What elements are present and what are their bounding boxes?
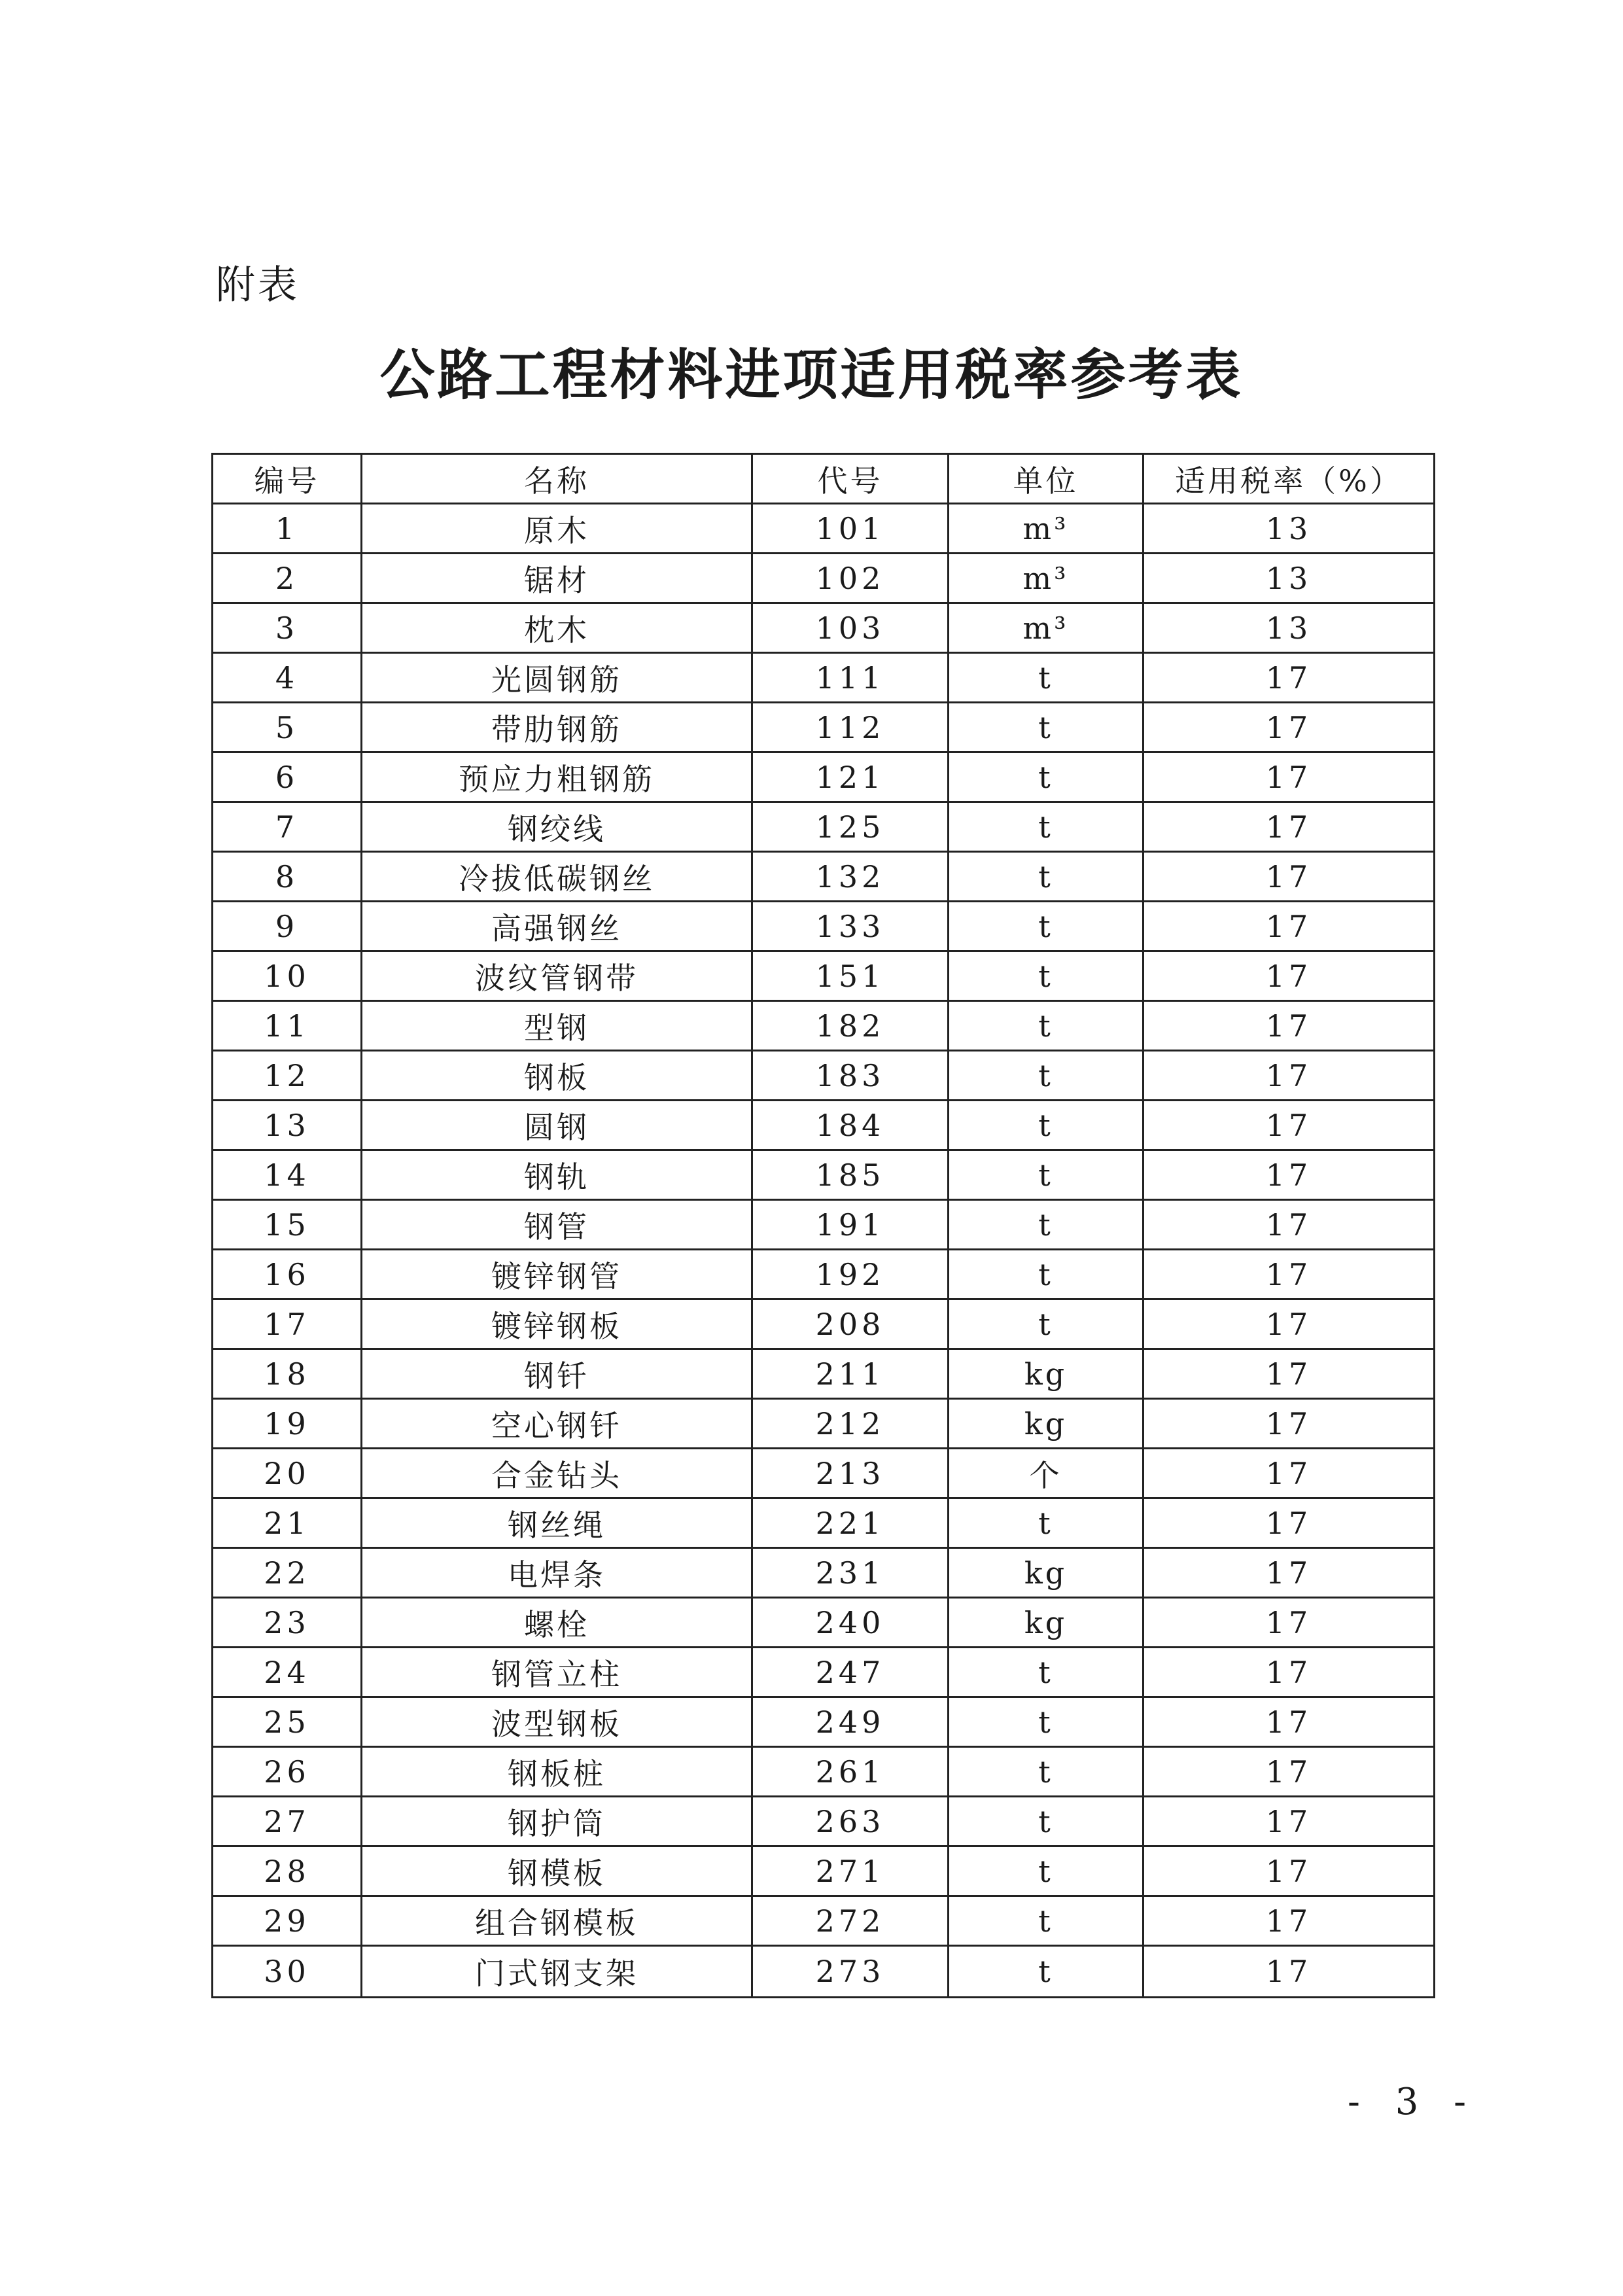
- cell-unit: kg: [949, 1548, 1143, 1598]
- cell-name: 圆钢: [362, 1101, 752, 1150]
- cell-number: 23: [213, 1598, 362, 1648]
- cell-name: 空心钢钎: [362, 1399, 752, 1449]
- table-header-row: [213, 454, 1435, 504]
- table-row: [213, 1697, 1435, 1747]
- table-row: [213, 1399, 1435, 1449]
- cell-code: 132: [752, 852, 949, 902]
- cell-number: 21: [213, 1498, 362, 1548]
- cell-unit: t: [949, 653, 1143, 703]
- cell-tax-rate: 17: [1143, 802, 1435, 852]
- cell-unit: t: [949, 703, 1143, 752]
- cell-code: 208: [752, 1299, 949, 1349]
- table-row: [213, 1150, 1435, 1200]
- cell-tax-rate: 17: [1143, 1299, 1435, 1349]
- cell-number: 2: [213, 554, 362, 603]
- cell-name: 钢钎: [362, 1349, 752, 1399]
- header-name: 名称: [362, 454, 752, 504]
- cell-number: 17: [213, 1299, 362, 1349]
- cell-name: 组合钢模板: [362, 1896, 752, 1946]
- cell-name: 钢板桩: [362, 1747, 752, 1797]
- table-row: [213, 1349, 1435, 1399]
- table-row: [213, 1001, 1435, 1051]
- cell-tax-rate: 17: [1143, 1399, 1435, 1449]
- cell-number: 14: [213, 1150, 362, 1200]
- table-row: [213, 1598, 1435, 1648]
- cell-name: 钢板: [362, 1051, 752, 1101]
- page-number: - 3 -: [1348, 2081, 1478, 2123]
- table-row: [213, 1051, 1435, 1101]
- cell-tax-rate: 17: [1143, 1250, 1435, 1299]
- cell-unit: 个: [949, 1449, 1143, 1498]
- cell-number: 25: [213, 1697, 362, 1747]
- cell-code: 192: [752, 1250, 949, 1299]
- cell-number: 5: [213, 703, 362, 752]
- cell-tax-rate: 17: [1143, 653, 1435, 703]
- cell-code: 231: [752, 1548, 949, 1598]
- table-row: [213, 1548, 1435, 1598]
- cell-name: 钢轨: [362, 1150, 752, 1200]
- table-row: [213, 1648, 1435, 1697]
- cell-name: 高强钢丝: [362, 902, 752, 951]
- cell-number: 27: [213, 1797, 362, 1846]
- cell-tax-rate: 13: [1143, 504, 1435, 554]
- cell-name: 预应力粗钢筋: [362, 752, 752, 802]
- cell-unit: t: [949, 1846, 1143, 1896]
- cell-unit: t: [949, 1051, 1143, 1101]
- cell-code: 249: [752, 1697, 949, 1747]
- cell-unit: t: [949, 1299, 1143, 1349]
- cell-name: 光圆钢筋: [362, 653, 752, 703]
- cell-code: 213: [752, 1449, 949, 1498]
- cell-number: 30: [213, 1946, 362, 1998]
- table-body: [213, 504, 1435, 1998]
- cell-name: 锯材: [362, 554, 752, 603]
- table-row: [213, 902, 1435, 951]
- table-row: [213, 1250, 1435, 1299]
- cell-code: 240: [752, 1598, 949, 1648]
- cell-code: 101: [752, 504, 949, 554]
- cell-tax-rate: 17: [1143, 1747, 1435, 1797]
- cell-number: 15: [213, 1200, 362, 1250]
- cell-code: 247: [752, 1648, 949, 1697]
- cell-number: 4: [213, 653, 362, 703]
- cell-number: 13: [213, 1101, 362, 1150]
- cell-code: 182: [752, 1001, 949, 1051]
- cell-name: 镀锌钢板: [362, 1299, 752, 1349]
- cell-number: 11: [213, 1001, 362, 1051]
- cell-unit: t: [949, 1896, 1143, 1946]
- cell-tax-rate: 17: [1143, 1598, 1435, 1648]
- table-row: [213, 1747, 1435, 1797]
- cell-number: 6: [213, 752, 362, 802]
- cell-number: 19: [213, 1399, 362, 1449]
- table-row: [213, 1299, 1435, 1349]
- cell-name: 钢模板: [362, 1846, 752, 1896]
- cell-tax-rate: 13: [1143, 554, 1435, 603]
- cell-number: 12: [213, 1051, 362, 1101]
- appendix-label: 附表: [216, 262, 300, 308]
- cell-code: 184: [752, 1101, 949, 1150]
- table-row: [213, 1449, 1435, 1498]
- table-row: [213, 504, 1435, 554]
- cell-tax-rate: 17: [1143, 1697, 1435, 1747]
- cell-unit: t: [949, 1200, 1143, 1250]
- cell-code: 261: [752, 1747, 949, 1797]
- cell-number: 22: [213, 1548, 362, 1598]
- cell-code: 121: [752, 752, 949, 802]
- cell-unit: m³: [949, 554, 1143, 603]
- cell-tax-rate: 17: [1143, 1846, 1435, 1896]
- cell-unit: t: [949, 1150, 1143, 1200]
- cell-unit: t: [949, 1747, 1143, 1797]
- cell-name: 合金钻头: [362, 1449, 752, 1498]
- cell-unit: kg: [949, 1349, 1143, 1399]
- cell-code: 112: [752, 703, 949, 752]
- cell-code: 133: [752, 902, 949, 951]
- table-row: [213, 1200, 1435, 1250]
- cell-code: 111: [752, 653, 949, 703]
- cell-name: 波纹管钢带: [362, 951, 752, 1001]
- cell-number: 7: [213, 802, 362, 852]
- cell-name: 冷拔低碳钢丝: [362, 852, 752, 902]
- cell-unit: t: [949, 752, 1143, 802]
- cell-unit: t: [949, 1101, 1143, 1150]
- cell-code: 191: [752, 1200, 949, 1250]
- cell-code: 272: [752, 1896, 949, 1946]
- table-row: [213, 852, 1435, 902]
- cell-code: 185: [752, 1150, 949, 1200]
- cell-unit: t: [949, 1797, 1143, 1846]
- table-row: [213, 554, 1435, 603]
- cell-tax-rate: 17: [1143, 1946, 1435, 1998]
- cell-number: 16: [213, 1250, 362, 1299]
- cell-unit: t: [949, 852, 1143, 902]
- cell-unit: kg: [949, 1399, 1143, 1449]
- cell-name: 电焊条: [362, 1548, 752, 1598]
- cell-unit: kg: [949, 1598, 1143, 1648]
- cell-code: 183: [752, 1051, 949, 1101]
- cell-tax-rate: 17: [1143, 703, 1435, 752]
- cell-name: 钢绞线: [362, 802, 752, 852]
- header-unit: 单位: [949, 454, 1143, 504]
- cell-unit: t: [949, 1946, 1143, 1998]
- cell-code: 125: [752, 802, 949, 852]
- cell-tax-rate: 17: [1143, 852, 1435, 902]
- cell-name: 镀锌钢管: [362, 1250, 752, 1299]
- header-tax-rate: 适用税率（%）: [1143, 454, 1435, 504]
- table-row: [213, 1797, 1435, 1846]
- cell-name: 钢管: [362, 1200, 752, 1250]
- cell-tax-rate: 17: [1143, 1101, 1435, 1150]
- cell-tax-rate: 17: [1143, 1648, 1435, 1697]
- cell-tax-rate: 17: [1143, 1001, 1435, 1051]
- cell-name: 钢管立柱: [362, 1648, 752, 1697]
- cell-tax-rate: 17: [1143, 1896, 1435, 1946]
- cell-tax-rate: 17: [1143, 1349, 1435, 1399]
- cell-number: 3: [213, 603, 362, 653]
- cell-code: 103: [752, 603, 949, 653]
- cell-tax-rate: 17: [1143, 1797, 1435, 1846]
- cell-number: 9: [213, 902, 362, 951]
- cell-tax-rate: 17: [1143, 1150, 1435, 1200]
- cell-name: 型钢: [362, 1001, 752, 1051]
- cell-name: 门式钢支架: [362, 1946, 752, 1998]
- header-code: 代号: [752, 454, 949, 504]
- cell-number: 28: [213, 1846, 362, 1896]
- cell-name: 钢护筒: [362, 1797, 752, 1846]
- cell-code: 211: [752, 1349, 949, 1399]
- cell-unit: t: [949, 1498, 1143, 1548]
- cell-name: 带肋钢筋: [362, 703, 752, 752]
- table-row: [213, 1846, 1435, 1896]
- cell-unit: m³: [949, 603, 1143, 653]
- table-row: [213, 703, 1435, 752]
- cell-code: 151: [752, 951, 949, 1001]
- table-row: [213, 1498, 1435, 1548]
- cell-unit: m³: [949, 504, 1143, 554]
- cell-code: 102: [752, 554, 949, 603]
- cell-number: 20: [213, 1449, 362, 1498]
- cell-name: 螺栓: [362, 1598, 752, 1648]
- cell-tax-rate: 17: [1143, 951, 1435, 1001]
- cell-code: 263: [752, 1797, 949, 1846]
- table-row: [213, 951, 1435, 1001]
- cell-number: 18: [213, 1349, 362, 1399]
- cell-name: 钢丝绳: [362, 1498, 752, 1548]
- cell-code: 273: [752, 1946, 949, 1998]
- header-number: 编号: [213, 454, 362, 504]
- table-row: [213, 1946, 1435, 1998]
- cell-unit: t: [949, 902, 1143, 951]
- cell-name: 原木: [362, 504, 752, 554]
- table-row: [213, 603, 1435, 653]
- cell-tax-rate: 17: [1143, 1200, 1435, 1250]
- cell-number: 1: [213, 504, 362, 554]
- cell-unit: t: [949, 802, 1143, 852]
- cell-code: 212: [752, 1399, 949, 1449]
- cell-unit: t: [949, 951, 1143, 1001]
- cell-unit: t: [949, 1250, 1143, 1299]
- cell-tax-rate: 17: [1143, 1498, 1435, 1548]
- table-row: [213, 1101, 1435, 1150]
- cell-tax-rate: 17: [1143, 752, 1435, 802]
- cell-tax-rate: 17: [1143, 1548, 1435, 1598]
- document-title: 公路工程材料进项适用税率参考表: [379, 343, 1244, 407]
- cell-number: 24: [213, 1648, 362, 1697]
- cell-number: 29: [213, 1896, 362, 1946]
- cell-name: 枕木: [362, 603, 752, 653]
- cell-unit: t: [949, 1001, 1143, 1051]
- table-row: [213, 802, 1435, 852]
- table-row: [213, 752, 1435, 802]
- cell-code: 221: [752, 1498, 949, 1548]
- cell-tax-rate: 17: [1143, 1051, 1435, 1101]
- table-row: [213, 653, 1435, 703]
- cell-unit: t: [949, 1697, 1143, 1747]
- tax-rate-table: [211, 453, 1435, 1998]
- table-row: [213, 1896, 1435, 1946]
- cell-unit: t: [949, 1648, 1143, 1697]
- cell-number: 26: [213, 1747, 362, 1797]
- cell-tax-rate: 13: [1143, 603, 1435, 653]
- cell-name: 波型钢板: [362, 1697, 752, 1747]
- cell-tax-rate: 17: [1143, 1449, 1435, 1498]
- cell-number: 10: [213, 951, 362, 1001]
- cell-tax-rate: 17: [1143, 902, 1435, 951]
- cell-number: 8: [213, 852, 362, 902]
- cell-code: 271: [752, 1846, 949, 1896]
